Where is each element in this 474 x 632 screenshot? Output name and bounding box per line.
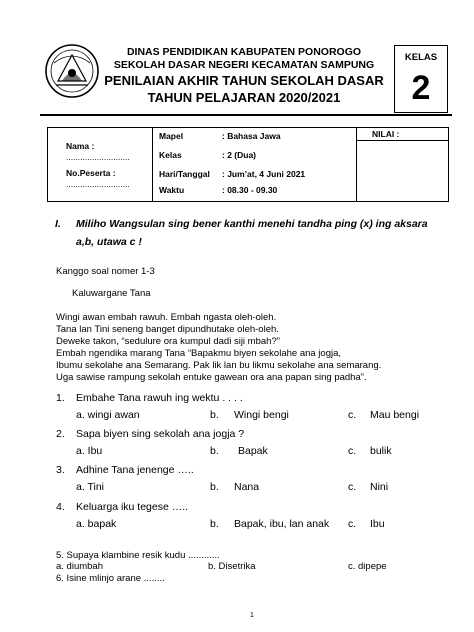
- question-text: Adhine Tana jenenge …..: [76, 464, 194, 476]
- option-c-letter[interactable]: c.: [348, 518, 357, 530]
- option-b[interactable]: Wingi bengi: [234, 409, 289, 421]
- nama-label: Nama :: [66, 141, 95, 151]
- nilai-label: NILAI :: [372, 129, 400, 139]
- option-a[interactable]: a. Ibu: [76, 445, 103, 457]
- passage-line: Wingi awan embah rawuh. Embah ngasta oleh-oleh.: [56, 312, 277, 323]
- header-line-4: TAHUN PELAJARAN 2020/2021: [147, 90, 341, 105]
- kelas-value: : 2 (Dua): [222, 150, 256, 160]
- option-a[interactable]: a. diumbah: [56, 561, 104, 572]
- passage-line: Embah ngendika marang Tana “Bapakmu biyen sekolahe ana jogja,: [56, 348, 342, 359]
- nilai-header-line: [356, 140, 448, 141]
- question-number: 2.: [56, 428, 65, 440]
- option-a[interactable]: a. wingi awan: [76, 409, 140, 421]
- option-b[interactable]: b. Disetrika: [208, 561, 256, 572]
- option-c-letter[interactable]: c.: [348, 481, 357, 493]
- header-line-2: SEKOLAH DASAR NEGERI KECAMATAN SAMPUNG: [113, 59, 375, 71]
- option-c[interactable]: Ibu: [370, 518, 385, 530]
- option-a[interactable]: a. Tini: [76, 481, 105, 493]
- question-6-text: 6. Isine mlinjo arane ........: [56, 573, 165, 584]
- instruction-line-2: a,b, utawa c !: [76, 236, 142, 248]
- info-divider-right: [356, 128, 357, 201]
- question-text: Keluarga iku tegese …..: [76, 501, 189, 513]
- page-number: 1: [250, 612, 254, 619]
- header-line-3: PENILAIAN AKHIR TAHUN SEKOLAH DASAR: [104, 73, 384, 88]
- kelas-box-value: 2: [411, 69, 431, 107]
- mapel-label: Mapel: [159, 131, 184, 141]
- option-c[interactable]: bulik: [370, 445, 392, 457]
- nama-field[interactable]: ...........................: [66, 152, 130, 162]
- option-c-letter[interactable]: c.: [348, 445, 357, 457]
- question-text: Embahe Tana rawuh ing wektu . . . .: [76, 392, 243, 404]
- option-c[interactable]: c. dipepe: [348, 561, 387, 572]
- kelas-box-label: KELAS: [404, 52, 438, 63]
- passage-title: Kaluwargane Tana: [72, 288, 151, 299]
- question-number: 1.: [56, 392, 65, 404]
- option-c-letter[interactable]: c.: [348, 409, 357, 421]
- hari-tanggal-label: Hari/Tanggal: [159, 169, 210, 179]
- option-b-letter[interactable]: b.: [210, 445, 219, 457]
- regency-seal-logo: [44, 43, 100, 99]
- hari-tanggal-value: : Jum’at, 4 Juni 2021: [222, 169, 306, 179]
- option-c[interactable]: Nini: [370, 481, 389, 493]
- option-b[interactable]: Bapak: [238, 445, 268, 457]
- option-b[interactable]: Bapak, ibu, lan anak: [234, 518, 330, 530]
- option-b[interactable]: Nana: [234, 481, 260, 493]
- question-number: 4.: [56, 501, 65, 513]
- instruction-number: I.: [55, 218, 61, 230]
- instruction-line-1: Miliho Wangsulan sing bener kanthi menehi tandha ping (x) ing aksara: [76, 218, 428, 230]
- mapel-value: : Bahasa Jawa: [222, 131, 281, 141]
- option-c[interactable]: Mau bengi: [370, 409, 420, 421]
- waktu-value: : 08.30 - 09.30: [222, 185, 278, 195]
- passage-line: Uga sawise rampung sekolah entuke gawean ora ana papan sing padha”.: [56, 372, 367, 383]
- option-b-letter[interactable]: b.: [210, 409, 219, 421]
- kelas-label: Kelas: [159, 150, 182, 160]
- option-b-letter[interactable]: b.: [210, 481, 219, 493]
- question-text: Sapa biyen sing sekolah ana jogja ?: [76, 428, 245, 440]
- option-a[interactable]: a. bapak: [76, 518, 117, 530]
- nopeserta-field[interactable]: ...........................: [66, 179, 130, 189]
- passage-line: Ibumu sekolahe ana Semarang. Pak lik lan bu likmu sekolahe ana semarang.: [56, 360, 382, 371]
- info-divider-left: [152, 128, 153, 201]
- question-5-text: 5. Supaya klambine resik kudu ............: [56, 550, 220, 561]
- kelas-box: [394, 45, 448, 113]
- header-divider: [40, 114, 452, 116]
- header-line-1: DINAS PENDIDIKAN KABUPATEN PONOROGO: [126, 46, 362, 58]
- question-number: 3.: [56, 464, 65, 476]
- option-b-letter[interactable]: b.: [210, 518, 219, 530]
- student-info-box: [47, 127, 449, 202]
- waktu-label: Waktu: [159, 185, 185, 195]
- nopeserta-label: No.Peserta :: [66, 168, 116, 178]
- passage-line: Tana lan Tini seneng banget dipundhutake oleh-oleh.: [56, 324, 279, 335]
- passage-intro: Kanggo soal nomer 1-3: [56, 266, 155, 277]
- passage-line: Deweke takon, “sedulure ora kumpul dadi siji mbah?”: [56, 336, 280, 347]
